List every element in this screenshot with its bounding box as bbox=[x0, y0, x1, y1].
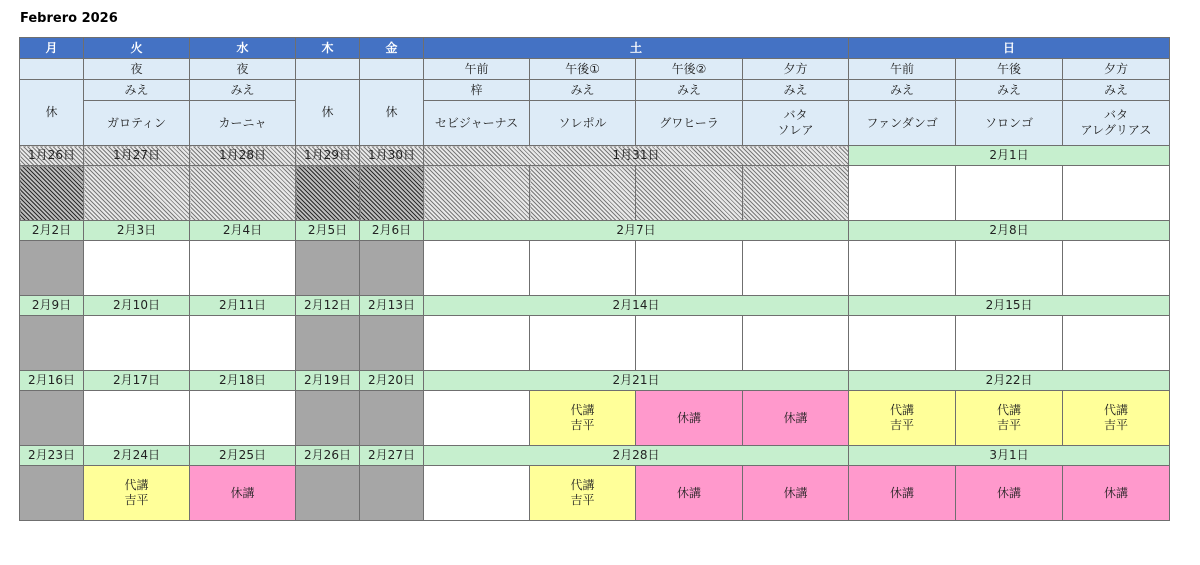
lesson-cell bbox=[20, 391, 84, 446]
substitute-teacher: 吉平 bbox=[570, 493, 595, 507]
date-cell-sat: 1月31日 bbox=[424, 146, 849, 166]
date-cell: 2月25日 bbox=[190, 446, 296, 466]
class-sun-am: ファンダンゴ bbox=[849, 101, 956, 146]
date-cell: 2月26日 bbox=[296, 446, 360, 466]
lesson-cell bbox=[849, 241, 956, 296]
lesson-cell bbox=[424, 391, 530, 446]
slot-sat-pm2: 午後② bbox=[636, 59, 743, 80]
date-cell: 2月2日 bbox=[20, 221, 84, 241]
substitute-cell bbox=[956, 391, 1063, 446]
date-cell-sat: 2月21日 bbox=[424, 371, 849, 391]
substitute-teacher: 吉平 bbox=[997, 418, 1022, 432]
weekday-fri: 金 bbox=[360, 38, 424, 59]
class-tue: ガロティン bbox=[84, 101, 190, 146]
date-cell: 2月12日 bbox=[296, 296, 360, 316]
teacher-sat-eve: みえ bbox=[743, 80, 849, 101]
date-cell: 1月26日 bbox=[20, 146, 84, 166]
date-cell-sun: 3月1日 bbox=[849, 446, 1170, 466]
lesson-cell bbox=[956, 166, 1063, 221]
weekday-mon: 月 bbox=[20, 38, 84, 59]
date-cell: 2月13日 bbox=[360, 296, 424, 316]
lesson-cell bbox=[424, 241, 530, 296]
cancelled-cell: 休講 bbox=[743, 391, 849, 446]
class-sat-am: セビジャーナス bbox=[424, 101, 530, 146]
weekday-tue: 火 bbox=[84, 38, 190, 59]
lesson-cell bbox=[84, 316, 190, 371]
date-cell: 2月16日 bbox=[20, 371, 84, 391]
week-4-date-row bbox=[20, 371, 1170, 391]
substitute-label: 代講 bbox=[124, 478, 149, 492]
substitute-label: 代講 bbox=[890, 403, 915, 417]
lesson-cell bbox=[190, 241, 296, 296]
date-cell: 1月29日 bbox=[296, 146, 360, 166]
lesson-cell bbox=[530, 166, 636, 221]
date-cell-sat: 2月7日 bbox=[424, 221, 849, 241]
calendar-title: Febrero 2026 bbox=[20, 11, 118, 26]
substitute-cell bbox=[530, 466, 636, 521]
weekday-thu: 木 bbox=[296, 38, 360, 59]
date-cell: 2月9日 bbox=[20, 296, 84, 316]
week-1-date-row bbox=[20, 146, 1170, 166]
lesson-cell bbox=[84, 241, 190, 296]
class-sat-eve bbox=[743, 101, 849, 146]
substitute-teacher: 吉平 bbox=[890, 418, 915, 432]
class-row bbox=[20, 101, 1170, 146]
lesson-cell bbox=[296, 241, 360, 296]
date-cell: 2月27日 bbox=[360, 446, 424, 466]
date-cell-sat: 2月14日 bbox=[424, 296, 849, 316]
date-cell: 2月18日 bbox=[190, 371, 296, 391]
substitute-label: 代講 bbox=[570, 403, 595, 417]
slot-mon bbox=[20, 59, 84, 80]
class-wed: カーニャ bbox=[190, 101, 296, 146]
weekday-sat: 土 bbox=[424, 38, 849, 59]
lesson-cell bbox=[190, 316, 296, 371]
slot-fri bbox=[360, 59, 424, 80]
substitute-cell bbox=[1063, 391, 1170, 446]
lesson-cell bbox=[849, 316, 956, 371]
lesson-cell bbox=[84, 166, 190, 221]
lesson-cell bbox=[360, 166, 424, 221]
slot-sun-am: 午前 bbox=[849, 59, 956, 80]
lesson-cell bbox=[296, 166, 360, 221]
teacher-sat-am: 梓 bbox=[424, 80, 530, 101]
lesson-cell bbox=[743, 316, 849, 371]
lesson-cell bbox=[424, 466, 530, 521]
slot-thu bbox=[296, 59, 360, 80]
class-sun-eve bbox=[1063, 101, 1170, 146]
teacher-sat-pm1: みえ bbox=[530, 80, 636, 101]
lesson-cell bbox=[190, 166, 296, 221]
lesson-cell bbox=[296, 466, 360, 521]
date-cell-sun: 2月15日 bbox=[849, 296, 1170, 316]
substitute-teacher: 吉平 bbox=[124, 493, 149, 507]
teacher-sun-eve: みえ bbox=[1063, 80, 1170, 101]
slot-tue: 夜 bbox=[84, 59, 190, 80]
date-cell-sun: 2月8日 bbox=[849, 221, 1170, 241]
class-sat-eve-line1: バタ bbox=[783, 108, 808, 122]
slot-sat-pm1: 午後① bbox=[530, 59, 636, 80]
lesson-cell bbox=[849, 166, 956, 221]
date-cell: 2月3日 bbox=[84, 221, 190, 241]
class-sun-eve-line1: バタ bbox=[1104, 108, 1129, 122]
lesson-cell bbox=[1063, 241, 1170, 296]
lesson-cell bbox=[1063, 316, 1170, 371]
teacher-sun-pm: みえ bbox=[956, 80, 1063, 101]
schedule-table bbox=[19, 37, 1170, 521]
date-cell: 1月28日 bbox=[190, 146, 296, 166]
lesson-cell bbox=[20, 166, 84, 221]
lesson-cell bbox=[360, 316, 424, 371]
week-2-date-row bbox=[20, 221, 1170, 241]
substitute-label: 代講 bbox=[570, 478, 595, 492]
date-cell: 2月4日 bbox=[190, 221, 296, 241]
weekday-wed: 水 bbox=[190, 38, 296, 59]
class-sun-eve-line2: アレグリアス bbox=[1080, 123, 1152, 137]
date-cell-sun: 2月22日 bbox=[849, 371, 1170, 391]
substitute-label: 代講 bbox=[1104, 403, 1129, 417]
slot-sun-eve: 夕方 bbox=[1063, 59, 1170, 80]
substitute-teacher: 吉平 bbox=[1104, 418, 1129, 432]
lesson-cell bbox=[84, 391, 190, 446]
class-sat-pm2: グワヒーラ bbox=[636, 101, 743, 146]
slot-sat-eve: 夕方 bbox=[743, 59, 849, 80]
week-4-lesson-row bbox=[20, 391, 1170, 446]
cancelled-cell: 休講 bbox=[743, 466, 849, 521]
teacher-sat-pm2: みえ bbox=[636, 80, 743, 101]
date-cell: 2月23日 bbox=[20, 446, 84, 466]
lesson-cell bbox=[424, 316, 530, 371]
substitute-teacher: 吉平 bbox=[570, 418, 595, 432]
closed-thu: 休 bbox=[296, 80, 360, 146]
date-cell: 2月20日 bbox=[360, 371, 424, 391]
closed-fri: 休 bbox=[360, 80, 424, 146]
lesson-cell bbox=[530, 316, 636, 371]
lesson-cell bbox=[20, 466, 84, 521]
week-3-lesson-row bbox=[20, 316, 1170, 371]
cancelled-cell: 休講 bbox=[849, 466, 956, 521]
substitute-cell bbox=[849, 391, 956, 446]
lesson-cell bbox=[190, 391, 296, 446]
substitute-cell bbox=[530, 391, 636, 446]
lesson-cell bbox=[636, 241, 743, 296]
lesson-cell bbox=[20, 241, 84, 296]
weekday-header-row bbox=[20, 38, 1170, 59]
teacher-tue: みえ bbox=[84, 80, 190, 101]
date-cell: 2月11日 bbox=[190, 296, 296, 316]
lesson-cell bbox=[360, 466, 424, 521]
lesson-cell bbox=[743, 166, 849, 221]
lesson-cell bbox=[1063, 166, 1170, 221]
lesson-cell bbox=[360, 391, 424, 446]
class-sun-pm: ソロンゴ bbox=[956, 101, 1063, 146]
teacher-row bbox=[20, 80, 1170, 101]
lesson-cell bbox=[530, 241, 636, 296]
cancelled-cell: 休講 bbox=[636, 391, 743, 446]
date-cell: 2月5日 bbox=[296, 221, 360, 241]
slot-sun-pm: 午後 bbox=[956, 59, 1063, 80]
cancelled-cell: 休講 bbox=[636, 466, 743, 521]
date-cell: 2月6日 bbox=[360, 221, 424, 241]
lesson-cell bbox=[956, 316, 1063, 371]
week-3-date-row bbox=[20, 296, 1170, 316]
substitute-label: 代講 bbox=[997, 403, 1022, 417]
lesson-cell bbox=[956, 241, 1063, 296]
time-slot-row bbox=[20, 59, 1170, 80]
week-1-lesson-row bbox=[20, 166, 1170, 221]
closed-mon: 休 bbox=[20, 80, 84, 146]
date-cell: 1月30日 bbox=[360, 146, 424, 166]
cancelled-cell: 休講 bbox=[956, 466, 1063, 521]
teacher-wed: みえ bbox=[190, 80, 296, 101]
week-2-lesson-row bbox=[20, 241, 1170, 296]
substitute-cell bbox=[84, 466, 190, 521]
teacher-sun-am: みえ bbox=[849, 80, 956, 101]
lesson-cell bbox=[424, 166, 530, 221]
date-cell: 2月10日 bbox=[84, 296, 190, 316]
date-cell-sat: 2月28日 bbox=[424, 446, 849, 466]
lesson-cell bbox=[636, 166, 743, 221]
class-sat-eve-line2: ソレア bbox=[777, 123, 814, 137]
lesson-cell bbox=[360, 241, 424, 296]
date-cell: 2月17日 bbox=[84, 371, 190, 391]
weekday-sun: 日 bbox=[849, 38, 1170, 59]
week-5-date-row bbox=[20, 446, 1170, 466]
cancelled-cell: 休講 bbox=[1063, 466, 1170, 521]
date-cell: 2月19日 bbox=[296, 371, 360, 391]
lesson-cell bbox=[743, 241, 849, 296]
lesson-cell bbox=[20, 316, 84, 371]
lesson-cell bbox=[636, 316, 743, 371]
slot-sat-am: 午前 bbox=[424, 59, 530, 80]
lesson-cell bbox=[296, 316, 360, 371]
cancelled-cell: 休講 bbox=[190, 466, 296, 521]
date-cell: 1月27日 bbox=[84, 146, 190, 166]
class-sat-pm1: ソレポル bbox=[530, 101, 636, 146]
week-5-lesson-row bbox=[20, 466, 1170, 521]
lesson-cell bbox=[296, 391, 360, 446]
date-cell-sun: 2月1日 bbox=[849, 146, 1170, 166]
slot-wed: 夜 bbox=[190, 59, 296, 80]
date-cell: 2月24日 bbox=[84, 446, 190, 466]
